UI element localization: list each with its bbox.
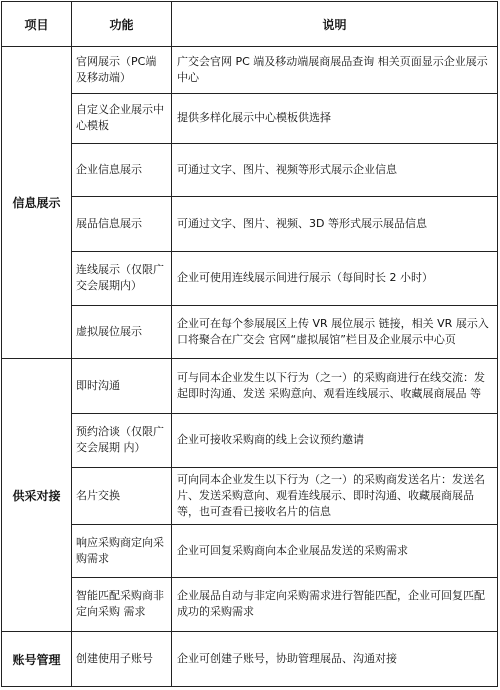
table-row [2, 577, 498, 632]
feature-table [1, 1, 498, 687]
function-cell: 创建使用子账号 [72, 632, 172, 687]
table-row [2, 632, 498, 687]
function-cell: 虚拟展位展示 [72, 306, 172, 359]
description-cell: 企业可创建子账号，协助管理展品、沟通对接 [172, 632, 498, 687]
function-cell: 智能匹配采购商非定向采购 需求 [72, 577, 172, 632]
function-cell: 响应采购商定向采购需求 [72, 524, 172, 577]
table-row [2, 413, 498, 468]
table-row [2, 93, 498, 144]
header-row [2, 2, 498, 47]
table-row [2, 47, 498, 94]
description-cell: 可通过文字、图片、视频、3D 等形式展示展品信息 [172, 196, 498, 251]
function-cell: 即时沟通 [72, 358, 172, 413]
function-cell: 自定义企业展示中心模板 [72, 93, 172, 144]
function-cell: 名片交换 [72, 468, 172, 525]
description-cell: 提供多样化展示中心模板供选择 [172, 93, 498, 144]
header-description: 说明 [172, 2, 498, 47]
function-cell: 展品信息展示 [72, 196, 172, 251]
function-cell: 连线展示（仅限广交会展期内） [72, 251, 172, 306]
category-cell: 供采对接 [2, 358, 72, 631]
category-cell: 信息展示 [2, 47, 72, 359]
description-cell: 可向同本企业发生以下行为（之一）的采购商发送名片：发送名片、发送采购意向、观看连线展示、即时沟通、收藏展商展品 等，也可查看已接收名片的信息 [172, 468, 498, 525]
header-item: 项目 [2, 2, 72, 47]
function-cell: 预约洽谈（仅限广交会展期 内） [72, 413, 172, 468]
table-row [2, 196, 498, 251]
description-cell: 企业可回复采购商向本企业展品发送的采购需求 [172, 524, 498, 577]
description-cell: 企业可使用连线展示间进行展示（每间时长 2 小时） [172, 251, 498, 306]
description-cell: 广交会官网 PC 端及移动端展商展品查询 相关页面显示企业展示中心 [172, 47, 498, 94]
function-cell: 官网展示（PC端及移动端） [72, 47, 172, 94]
description-cell: 企业展品自动与非定向采购需求进行智能匹配，企业可回复匹配成功的采购需求 [172, 577, 498, 632]
table-row [2, 468, 498, 525]
table-row [2, 358, 498, 413]
function-cell: 企业信息展示 [72, 144, 172, 197]
description-cell: 可通过文字、图片、视频等形式展示企业信息 [172, 144, 498, 197]
header-function: 功能 [72, 2, 172, 47]
category-cell: 账号管理 [2, 632, 72, 687]
description-cell: 可与同本企业发生以下行为（之一）的采购商进行在线交流：发起即时沟通、发送 采购意向、观看连线展示、收藏展商展品 等 [172, 358, 498, 413]
table-row [2, 306, 498, 359]
description-cell: 企业可接收采购商的线上会议预约邀请 [172, 413, 498, 468]
description-cell: 企业可在每个参展展区上传 VR 展位展示 链接，相关 VR 展示入口将聚合在广交会 官网“虚拟展馆”栏目及企业展示中心页 [172, 306, 498, 359]
table-row [2, 251, 498, 306]
table-row [2, 144, 498, 197]
table-row [2, 524, 498, 577]
